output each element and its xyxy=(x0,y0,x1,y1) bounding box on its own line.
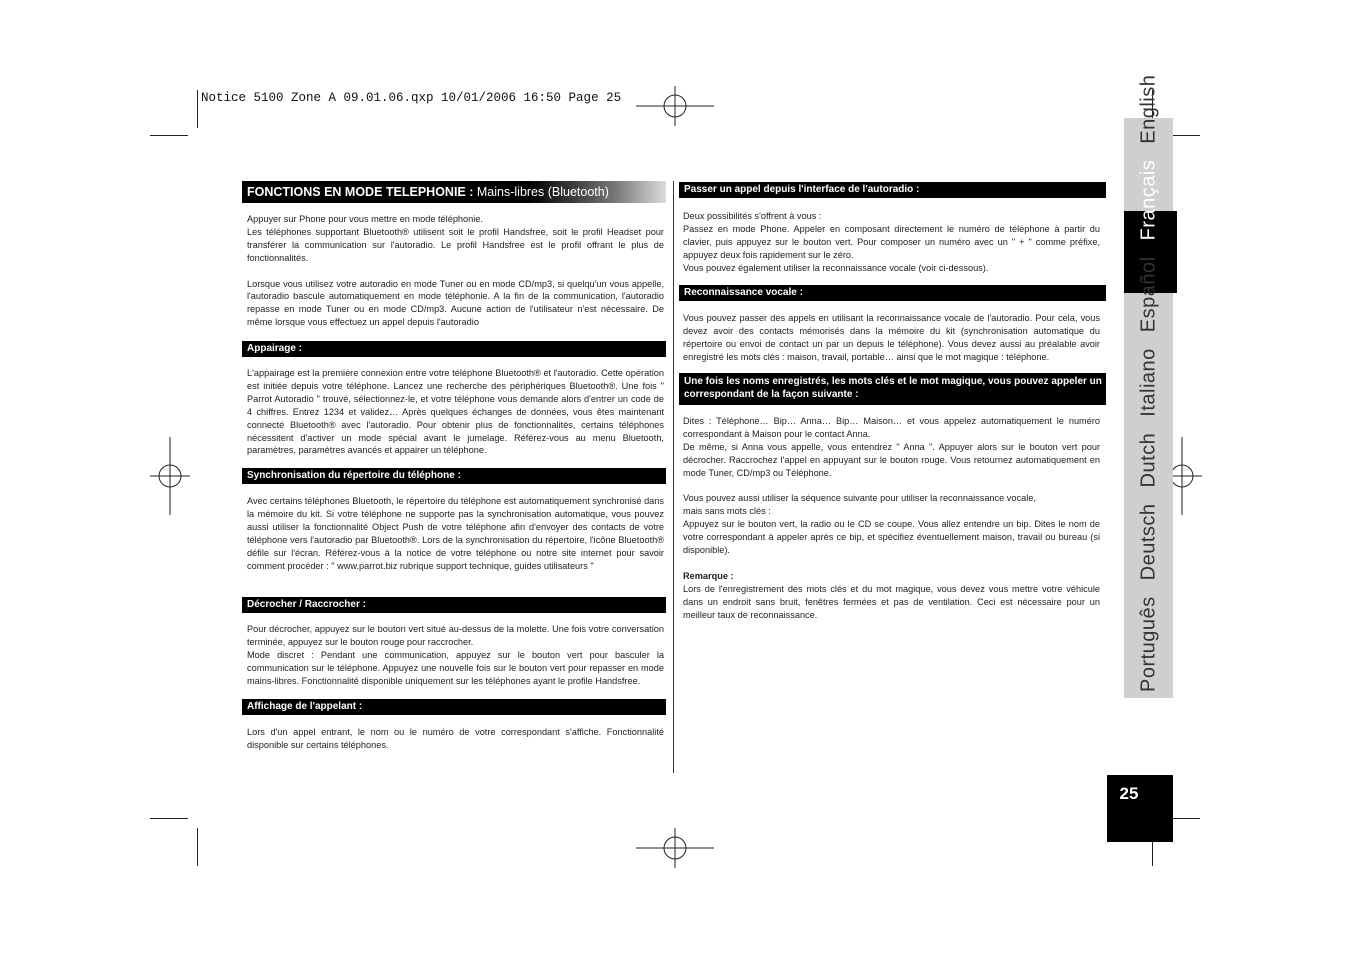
language-tab-italiano[interactable]: Italiano xyxy=(1137,348,1159,417)
registration-mark-bottom xyxy=(636,828,714,868)
noms-paragraph-5: Appuyez sur le bouton vert, la radio ou le CD se coupe. Vous allez entendre un bip. Dites le nom de votre correspondant à appeler après ce bip, et spécifiez éventuellement maison, travail ou bureau (si disponible). xyxy=(683,519,1100,556)
remarque-heading: Remarque : xyxy=(683,570,734,581)
affichage-text: Lors d'un appel entrant, le nom ou le numéro de votre correspondant s'affiche. Fonctionnalité disponible sur certains téléphones. xyxy=(247,727,664,750)
page-number: 25 xyxy=(1119,784,1139,803)
passer-paragraph-2: Passez en mode Phone. Appeler en composant directement le numéro de téléphone à partir du clavier, puis appuyez sur le bouton vert. Pour composer un numéro avec un " + " comme préfixe, appuyez deux fois rapidement sur le zéro. xyxy=(683,223,1100,260)
column-divider xyxy=(673,181,674,773)
section-heading-appairage: Appairage : xyxy=(242,341,666,357)
decrocher-paragraph-1: Pour décrocher, appuyez sur le bouton vert situé au-dessus de la molette. Une fois votre conversation terminée, appuyez sur le bouton rouge pour raccrocher. xyxy=(247,624,664,647)
passer-paragraph-1: Deux possibilités s'offrent à vous : xyxy=(683,211,822,221)
remarque-text: Lors de l'enregistrement des mots clés et du mot magique, vous devez vous mettre votre véhicule dans un endroit sans bruit, fenêtres fermées et pas de ventilation. Ceci est nécessaire pour un meilleur taux de reconnaissance. xyxy=(683,583,1100,620)
registration-mark-top xyxy=(636,86,714,126)
noms-paragraph-4: mais sans mots clés : xyxy=(683,506,771,517)
section-heading-affichage: Affichage de l'appelant : xyxy=(242,699,666,715)
decrocher-paragraph-2: Mode discret : Pendant une communication, appuyez sur le bouton vert pour basculer la communication sur le téléphone. Appuyez une nouvelle fois sur le bouton vert pour repasser en mode mains-libres. Fonctionnalité disponible uniquement sur les téléphones ayant le profile Handsfree. xyxy=(247,649,664,686)
intro-paragraph-3: Lorsque vous utilisez votre autoradio en mode Tuner ou en mode CD/mp3, si quelqu'un vous appelle, l'autoradio bascule automatiquement en mode téléphonie. A la fin de la communication, l'autoradio repasse en mode Tuner ou en mode CD/mp3. Aucune action de l'utilisateur n'est nécessaire. De même lorsque vous effectuez un appel depuis l'autoradio xyxy=(247,278,664,328)
language-tab-francais[interactable]: Français xyxy=(1137,159,1159,241)
noms-paragraph-3: Vous pouvez aussi utiliser la séquence suivante pour utiliser la reconnaissance vocale, xyxy=(683,493,1036,504)
intro-paragraph-2: Les téléphones supportant Bluetooth® utilisent soit le profil Handsfree, soit le profil Headset pour transférer la communication sur l'autoradio. Le profil Handsfree est le profil offrant le plus de fonctionnalités. xyxy=(247,226,664,263)
title-rest: Mains-libres (Bluetooth) xyxy=(473,185,609,199)
file-slug: Notice 5100 Zone A 09.01.06.qxp 10/01/2006 16:50 Page 25 xyxy=(201,91,622,105)
noms-section xyxy=(683,415,1100,621)
section-heading-decrocher: Décrocher / Raccrocher : xyxy=(242,597,666,613)
appairage-text: L'appairage est la première connexion entre votre téléphone Bluetooth® et l'autoradio. Cette opération est initiée depuis votre téléphone. Lancez une recherche des périphériques Bluetooth®. Une fois " Parrot Autoradio " trouvé, sélectionnez-le, et votre téléphone vous demande alors d'entrer un code de 4 chiffres. Entrez 1234 et validez… Après quelques échanges de données, vous êtes maintenant connecté Bluetooth® avec l'autoradio. Pour obtenir plus de fonctionnalités, certains téléphones nécessitent d'activer un mode spécial avant le jumelage. Référez-vous au menu Bluetooth, paramètres, paramètres avancés et appairer un téléphone. xyxy=(247,368,664,456)
language-tab-espanol[interactable]: Español xyxy=(1137,256,1159,333)
intro-section xyxy=(247,213,664,329)
passer-section xyxy=(683,210,1100,275)
reco-text: Vous pouvez passer des appels en utilisant la reconnaissance vocale de l'autoradio. Pour cela, vous devez avoir des contacts mémorisés dans la mémoire du kit (synchronisation automatique du répertoire ou envoi de contact un par un depuis le téléphone). Vous devez aussi au préalable avoir enregistré les mots clés : maison, travail, portable… ainsi que le mot magique : téléphone. xyxy=(683,313,1100,362)
language-tab-english[interactable]: English xyxy=(1137,74,1159,144)
noms-paragraph-2: De même, si Anna vous appelle, vous entendrez " Anna ". Appuyer alors sur le bouton vert pour décrocher. Raccrochez l'appel en appuyant sur le bouton rouge. Vous retournez automatiquement en mode Tuner, CD/mp3 ou Téléphone. xyxy=(683,441,1100,478)
noms-paragraph-1: Dites : Téléphone… Bip… Anna… Bip… Maison… et vous appelez automatiquement le numéro correspondant à Maison pour le contact Anna. xyxy=(683,416,1100,439)
language-tab-deutsch[interactable]: Deutsch xyxy=(1137,503,1159,581)
page-title xyxy=(242,181,666,203)
section-heading-sync: Synchronisation du répertoire du téléphone : xyxy=(242,468,666,484)
sync-text: Avec certains téléphones Bluetooth, le répertoire du téléphone est automatiquement synchronisé dans la mémoire du kit. Si votre téléphone ne supporte pas la synchronisation automatique, vous pouvez aussi utiliser la fonctionnalité Object Push de votre téléphone afin d'envoyer des contacts de votre téléphone vers l'autoradio par Bluetooth®. Lors de la synchronisation du répertoire, l'icône Bluetooth® défile sur l'écran. Référez-vous à la notice de votre téléphone ou notre site internet pour savoir comment procéder : " www.parrot.biz rubrique support technique, guides utilisateurs " xyxy=(247,496,664,571)
passer-paragraph-3: Vous pouvez également utiliser la reconnaissance vocale (voir ci-dessous). xyxy=(683,262,989,273)
intro-paragraph-1: Appuyer sur Phone pour vous mettre en mode téléphonie. xyxy=(247,214,483,224)
decrocher-section xyxy=(247,623,664,688)
language-tabs xyxy=(1124,74,1173,698)
section-heading-reco: Reconnaissance vocale : xyxy=(679,285,1106,301)
title-bold: FONCTIONS EN MODE TELEPHONIE : xyxy=(247,185,474,199)
registration-mark-left xyxy=(150,437,190,515)
language-tab-portugues[interactable]: Português xyxy=(1137,596,1159,692)
language-tab-dutch[interactable]: Dutch xyxy=(1137,432,1159,488)
section-heading-passer: Passer un appel depuis l'interface de l'autoradio : xyxy=(679,182,1106,198)
section-heading-noms: Une fois les noms enregistrés, les mots clés et le mot magique, vous pouvez appeler un correspondant de la façon suivante : xyxy=(679,373,1106,405)
